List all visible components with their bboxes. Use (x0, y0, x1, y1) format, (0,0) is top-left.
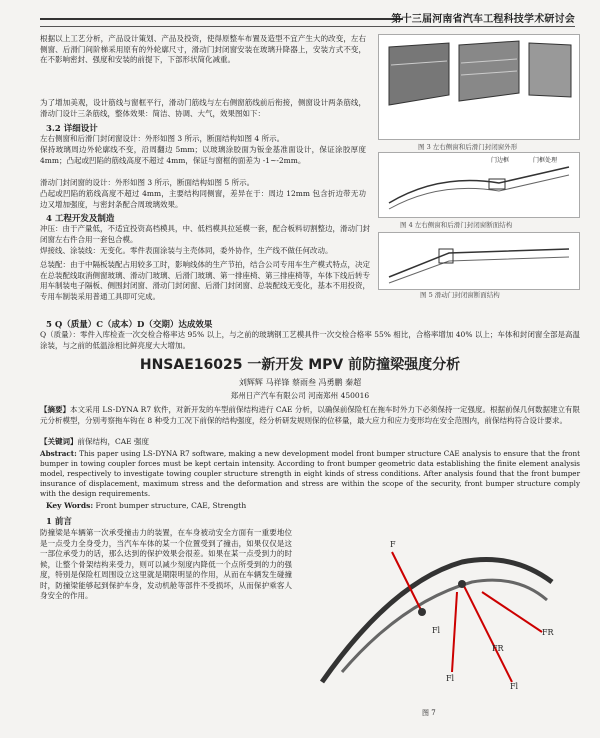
keywords-cn (40, 437, 580, 448)
abstract-cn-text: 本文采用 LS-DYNA R7 软件，对新开发的车型前保结构进行 CAE 分析，以确保前保险杠在拖车时外力下必须保持一定强度。根据前保几何数据建立有限元分析模型，分别考察拖车钩在 8 种受力工况下前保的结构强度，经分析研发规则保的位移量，最大应力和应力变形均在安全范围内，前保结构符合设计要求。 (40, 405, 580, 425)
fig7-label-f: F (390, 540, 396, 549)
figure-3-caption: 图 3 左右侧窗和后滑门封闭窗外形 (418, 143, 518, 151)
figure-4 (378, 152, 580, 218)
conference-name: 第十三届河南省汽车工程科技学术研讨会 (391, 14, 575, 25)
section-4-text-b: 焊接线、涂装线：无变化。零件表面涂装与主壳体同，委外协作，生产线不做任何改动。 (40, 246, 333, 255)
section-4-heading: 4 工程开发及制造 (46, 214, 115, 224)
decoration-paragraph: 为了增加美观，设计筋线与窗框平行，滑动门筋线与左右侧窗筋线前后衔接，侧窗设计两条筋线，滑动门设计三条筋线，整体效果：简洁、协调、大气，效果图如下： (40, 98, 366, 118)
fig7-label-fr-2: FR (492, 644, 504, 653)
figure-5-caption: 图 5 滑动门封闭窗断面结构 (420, 291, 500, 299)
figure-7-drawing (302, 522, 580, 722)
fig7-label-fl-1: Fl (432, 626, 441, 635)
article-authors: 刘辉辉 马祥锋 蔡雨叁 冯勇鹏 秦超 (238, 378, 362, 387)
fig7-caption: 图 7 (422, 709, 436, 717)
article-section-1-text: 防撞梁是车辆第一次承受撞击力的装置，在车身被动安全方面有一重要地位是一点受力全身受力，当汽车车体的某一个位置受到了撞击，如果仅仅是这一部位承受力的话，那么达到的保护效果会很差。如果在某一点受到力的时候，让整个骨架结构来受力，则可以减少刻度内降低一个点所受到的力的强度，特别是保险杠周围设立这里就是期限明显的作用，从而在车辆发生碰撞时，防撞梁能够起到保护车身，发动机舱等部件不受损坏，从而保护乘客人身安全的作用。 (40, 528, 292, 600)
abstract-cn-label: 【摘要】 (40, 405, 71, 414)
figure-label-frame-treatment: 门框处理 (533, 157, 558, 164)
section-3-2-text-d: 凸起或凹陷的筋线高度不超过 4mm，主要结构同侧窗，差异在于：周边 12mm 包含折边带无功边又增加强度，与密封条配合周玻璃效果。 (40, 189, 366, 209)
keywords-cn-label: 【关键词】 (40, 437, 78, 446)
fig7-label-fr-1: FR (542, 628, 554, 637)
section-5-heading: 5 Q（质量）C（成本）D（交期）达成效果 (46, 320, 213, 330)
article-title: HNSAE16025 一新开发 MPV 前防撞梁强度分析 (139, 357, 461, 373)
keywords-en (46, 501, 580, 512)
header-rule (40, 18, 403, 20)
abstract-cn (40, 405, 580, 426)
figure-5-drawing (379, 233, 579, 289)
figure-3 (378, 34, 580, 140)
intro-paragraph: 根据以上工艺分析，产品设计策划、产品及投资，使得原整车布置及造型不宜产生大的改变，左右侧窗、后滑门间阶梯采用原有的外轮廓尺寸，滑动门封闭窗安装在玻璃升降器上，安装方式不变，在不影响密封、强度和安装的前提下，下部形状简化减重。 (40, 34, 366, 64)
section-3-2-text-b: 保持玻璃周边外轮廓线不变，沿周翻边 5mm；以玻璃涂胶面为钣金基准面设计，保证涂胶厚度 4mm；凸起或凹陷的筋线高度不超过 4mm，保证与窗框的面差为 -1~-2mm。 (40, 145, 366, 165)
keywords-en-label: Key Words: (46, 501, 94, 510)
section-5-quality: Q（质量）：零件入库检查一次交检合格率达 95% 以上，与之前的玻璃钢工艺模具件一次交检合格率 55% 相比，合格率增加 40% 以上；车体和封闭窗全部是高温涂装，与之前的低温涂相比鲜亮度大大增加。 (40, 330, 580, 350)
figure-4-caption: 图 4 左右侧窗和后滑门封闭窗断面结构 (400, 221, 513, 229)
keywords-cn-text: 前保结构，CAE 强度 (77, 437, 150, 446)
abstract-en-label: Abstract: (40, 449, 77, 458)
section-3-2-text-a: 左右侧窗和后滑门封闭窗设计：外形如图 3 所示，断面结构如图 4 所示。 (40, 134, 285, 143)
section-3-2-heading: 3.2 详细设计 (46, 124, 98, 134)
running-header (40, 10, 575, 27)
keywords-en-text: Front bumper structure, CAE, Strength (95, 501, 247, 510)
article-affiliation: 郑州日产汽车有限公司 河南郑州 450016 (230, 391, 370, 400)
section-3-2-text-c: 滑动门封闭窗的设计：外形如图 3 所示，断面结构如图 5 所示。 (40, 178, 255, 187)
figure-5 (378, 232, 580, 290)
fig7-label-fl-3: Fl (510, 682, 519, 691)
figure-7 (302, 522, 580, 722)
fig7-label-fl-2: Fl (446, 674, 455, 683)
abstract-en-text: This paper using LS-DYNA R7 software, making a new development model front bumper structure CAE analysis to ensure that the front bumper in towing coupler forces must be kept certain intensity. According to front bumper geometric data establishing the finite element analysis model, respectively to investigate towing coupler structure strength in eight kinds of stress conditions. After analysis found that the front bumper insurance of displacement, maximum stress and the deformation and stress are within the scope of the security, front bumper structure comply with the design requirements. (40, 449, 580, 498)
abstract-en (40, 449, 580, 499)
figure-label-door-frame: 门边框 (491, 157, 510, 164)
section-4-text-c: 总装配：由于中隔板装配占用较多工时，影响线体的生产节拍，结合公司专用车生产模式特点，决定在总装配线取消侧窗玻璃、滑动门玻璃、后滑门玻璃、第一排座椅、第三排座椅等，车体下线后转专用车制装电子隔板、侧围封闭窗、滑动门封闭窗、后滑门封闭窗、总装配线无变化，基本不用投资，专用车制装采用普通工具即可完成。 (40, 260, 370, 301)
figure-3-drawing (379, 35, 579, 139)
article-section-1-heading: 1 前言 (46, 517, 72, 527)
section-4-text-a: 冲压：由于产量低，不适宜投资高档模具，中、低档模具拉延模一套，配合板料切割整边，滑动门封闭窗左右件合用一套包合模。 (40, 224, 370, 244)
